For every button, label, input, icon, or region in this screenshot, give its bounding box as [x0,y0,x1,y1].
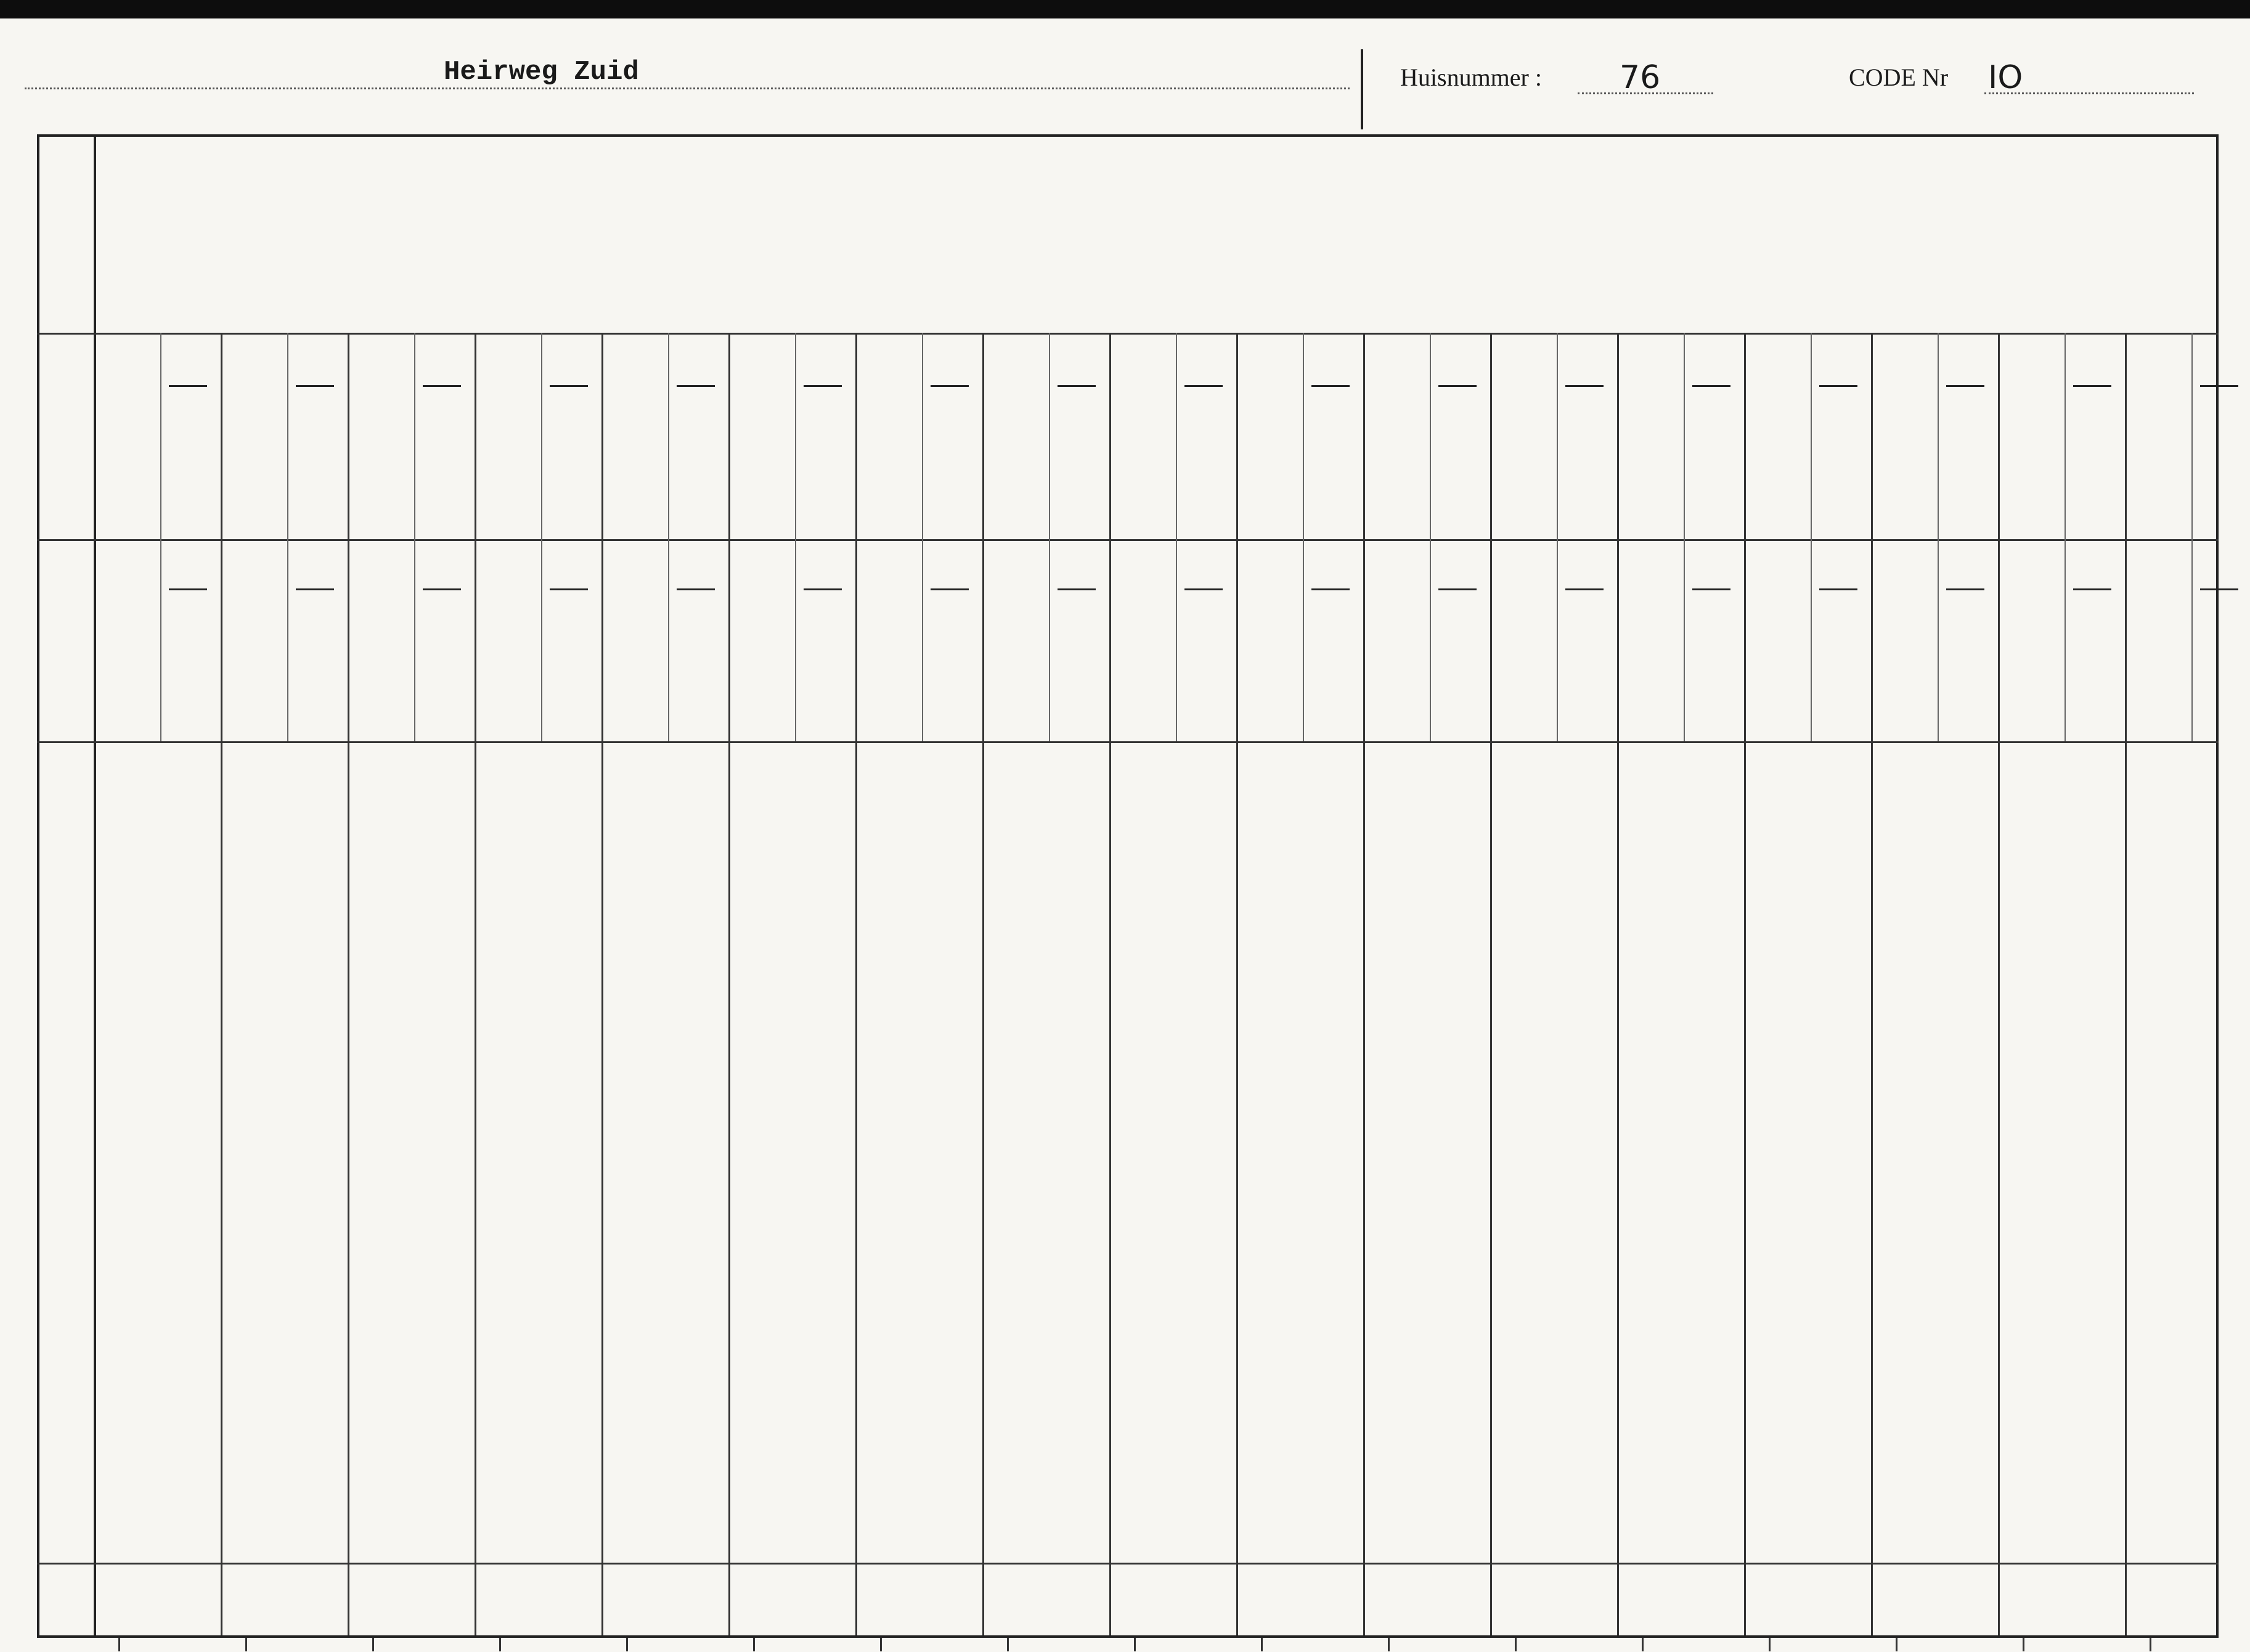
uit-dash [931,385,969,387]
bottom-tick [245,1638,247,1651]
in-dash [1311,588,1350,590]
column-divider [601,333,603,1635]
bottom-tick [1261,1638,1263,1651]
frame-left [37,134,39,1635]
in-dash [2200,588,2238,590]
header-divider [1361,49,1363,129]
bottom-tick [1388,1638,1390,1651]
in-dash [169,588,207,590]
bottom-tick [753,1638,755,1651]
cell-subdivider [1176,333,1177,741]
in-dash [1946,588,1984,590]
in-dash [1438,588,1477,590]
street-dotted-line [25,87,1350,89]
column-divider [475,333,476,1635]
column-divider [1744,333,1746,1635]
cell-subdivider [2065,333,2066,741]
code-dotted-line [1984,92,2194,94]
in-bewoners-divider [37,741,2219,743]
column-divider [1871,333,1873,1635]
uit-dash [296,385,334,387]
bottom-tick [1007,1638,1009,1651]
bottom-tick [1642,1638,1644,1651]
cell-subdivider [1430,333,1431,741]
uit-dash [1692,385,1730,387]
cell-subdivider [795,333,796,741]
code-label: CODE Nr [1849,63,1949,91]
cell-subdivider [1557,333,1558,741]
uit-top-line [37,333,2219,335]
uit-dash [1438,385,1477,387]
bottom-tick [1769,1638,1771,1651]
in-dash [296,588,334,590]
top-border-bar [0,0,2250,18]
in-dash [550,588,588,590]
uit-dash [677,385,715,387]
in-dash [677,588,715,590]
column-divider [982,333,984,1635]
bottom-tick [1515,1638,1517,1651]
in-dash [931,588,969,590]
house-number-dotted-line [1578,92,1713,94]
house-number-label: Huisnummer : [1400,63,1542,91]
in-dash [1692,588,1730,590]
in-dash [1565,588,1604,590]
in-dash [1058,588,1096,590]
uit-dash [804,385,842,387]
cell-subdivider [1684,333,1685,741]
column-divider [1490,333,1492,1635]
uit-dash [1946,385,1984,387]
uit-dash [1565,385,1604,387]
in-dash [423,588,461,590]
bottom-tick [1134,1638,1136,1651]
cell-subdivider [160,333,161,741]
column-divider [348,333,349,1635]
in-dash [1819,588,1857,590]
cell-subdivider [2191,333,2193,741]
column-divider [855,333,857,1635]
cell-subdivider [287,333,288,741]
uit-dash [2073,385,2111,387]
frame-top [37,134,2219,137]
uit-dash [1184,385,1223,387]
uit-dash [1819,385,1857,387]
in-dash [1184,588,1223,590]
uit-dash [1311,385,1350,387]
bottom-tick [118,1638,120,1651]
column-divider [1363,333,1365,1635]
cell-subdivider [1811,333,1812,741]
cell-subdivider [1938,333,1939,741]
column-divider [221,333,222,1635]
uit-dash [1058,385,1096,387]
bottom-tick [2023,1638,2024,1651]
cell-subdivider [1303,333,1304,741]
cell-subdivider [668,333,669,741]
bottom-tick [372,1638,374,1651]
frame-bottom [37,1635,2219,1638]
column-divider [1236,333,1238,1635]
uit-dash [550,385,588,387]
column-divider [1109,333,1111,1635]
uit-dash [169,385,207,387]
bottom-tick [880,1638,882,1651]
column-divider [1617,333,1619,1635]
uit-dash [423,385,461,387]
cell-subdivider [1049,333,1050,741]
bottom-tick [2150,1638,2151,1651]
label-column-divider [94,134,96,1635]
code-value: IO [1988,59,2023,96]
cell-subdivider [414,333,415,741]
column-divider [1998,333,2000,1635]
bottom-tick [1896,1638,1897,1651]
street-name: Heirweg Zuid [444,57,639,87]
column-divider [728,333,730,1635]
bottom-tick [499,1638,501,1651]
cell-subdivider [541,333,542,741]
uit-in-divider [37,539,2219,541]
frame-right [2216,134,2219,1638]
cell-subdivider [922,333,923,741]
in-dash [2073,588,2111,590]
in-dash [804,588,842,590]
uit-dash [2200,385,2238,387]
bewoners-nr-divider [37,1563,2219,1565]
column-divider [2125,333,2127,1635]
bottom-tick [626,1638,628,1651]
house-number-value: 76 [1620,59,1661,96]
